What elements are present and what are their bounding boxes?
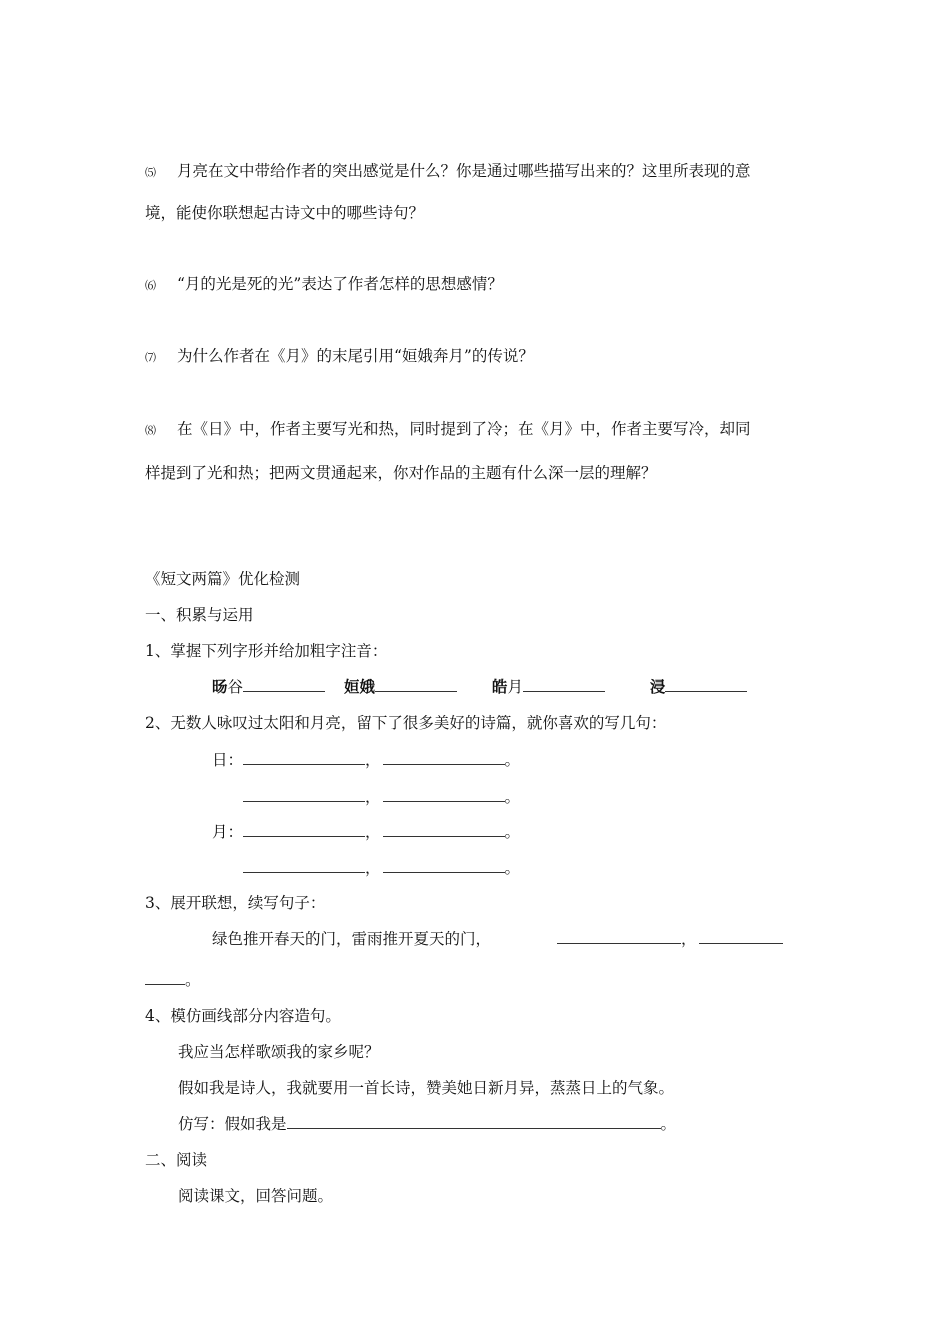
sun-line-2 xyxy=(243,787,520,807)
item-4-imitate xyxy=(178,1114,676,1134)
question-8-line2: 样提到了光和热；把两文贯通起来，你对作品的主题有什么深一层的理解？ xyxy=(145,464,657,482)
question-number: ⑺ xyxy=(145,351,156,364)
bold-char: 浸 xyxy=(649,677,666,696)
sentence-text: 绿色推开春天的门，雷雨推开夏天的门， xyxy=(212,930,492,948)
blank-line[interactable] xyxy=(665,677,747,692)
test-title: 《短文两篇》优化检测 xyxy=(145,570,301,588)
blank-line[interactable] xyxy=(243,750,365,765)
blank-line[interactable] xyxy=(243,822,365,837)
question-text: “月的光是死的光”表达了作者怎样的思想感情？ xyxy=(177,275,503,293)
period: 。 xyxy=(504,751,521,769)
item-3: 3、展开联想，续写句子： xyxy=(145,894,326,912)
blank-line[interactable] xyxy=(383,822,505,837)
blank-line[interactable] xyxy=(557,929,681,944)
period: 。 xyxy=(504,823,521,841)
item-4: 4、模仿画线部分内容造句。 xyxy=(145,1007,341,1025)
item-3-sentence xyxy=(212,929,783,949)
question-number: ⑸ xyxy=(145,166,156,179)
blank-line[interactable] xyxy=(383,858,505,873)
bold-char: 皓 xyxy=(491,677,508,696)
blank-line[interactable] xyxy=(287,1114,661,1129)
question-7 xyxy=(145,346,534,368)
question-6 xyxy=(145,274,503,296)
item-4-question: 我应当怎样歌颂我的家乡呢？ xyxy=(178,1043,380,1061)
moon-label: 月： xyxy=(212,823,244,841)
question-number: ⑻ xyxy=(145,424,156,437)
bold-char: 姮娥 xyxy=(343,677,375,696)
blank-line[interactable] xyxy=(243,787,365,802)
sun-line-1 xyxy=(212,750,520,770)
blank-line[interactable] xyxy=(375,677,457,692)
section-heading-1: 一、积累与运用 xyxy=(145,606,254,624)
section-heading-2: 二、阅读 xyxy=(145,1151,208,1169)
imitate-label: 仿写：假如我是 xyxy=(178,1115,287,1133)
question-5-line2: 境，能使你联想起古诗文中的哪些诗句？ xyxy=(145,204,425,222)
period: 。 xyxy=(660,1115,677,1133)
reading-instruction: 阅读课文，回答问题。 xyxy=(178,1187,334,1205)
moon-line-2 xyxy=(243,858,520,878)
item-1: 1、掌握下列字形并给加粗字注音： xyxy=(145,642,388,660)
period: 。 xyxy=(504,859,521,877)
comma: ， xyxy=(365,751,381,769)
question-text: 月亮在文中带给作者的突出感觉是什么？你是通过哪些描写出来的？这里所表现的意 xyxy=(177,162,751,180)
blank-line[interactable] xyxy=(383,787,505,802)
comma: ， xyxy=(365,823,381,841)
blank-line[interactable] xyxy=(699,929,783,944)
question-text: 为什么作者在《月》的末尾引用“姮娥奔月”的传说？ xyxy=(177,347,534,365)
word-row xyxy=(212,677,747,697)
period: 。 xyxy=(504,788,521,806)
comma: ， xyxy=(365,788,381,806)
question-5-line1 xyxy=(145,161,751,183)
blank-line[interactable] xyxy=(383,750,505,765)
blank-line[interactable] xyxy=(243,858,365,873)
question-number: ⑹ xyxy=(145,279,156,292)
question-8-line1 xyxy=(145,419,751,441)
item-4-example: 假如我是诗人，我就要用一首长诗，赞美她日新月异，蒸蒸日上的气象。 xyxy=(178,1079,675,1097)
sun-label: 日： xyxy=(212,751,244,769)
blank-line[interactable] xyxy=(523,677,605,692)
item-2: 2、无数人咏叹过太阳和月亮，留下了很多美好的诗篇，就你喜欢的写几句： xyxy=(145,714,667,732)
word-rest: 月 xyxy=(507,678,523,696)
item-3-continuation xyxy=(145,970,201,990)
comma: ， xyxy=(365,859,381,877)
moon-line-1 xyxy=(212,822,520,842)
blank-line[interactable] xyxy=(145,970,185,985)
period: 。 xyxy=(185,971,201,989)
word-rest: 谷 xyxy=(227,678,244,696)
bold-char: 旸 xyxy=(212,677,228,696)
blank-line[interactable] xyxy=(243,677,325,692)
question-text: 在《日》中，作者主要写光和热，同时提到了冷；在《月》中，作者主要写冷，却同 xyxy=(177,420,751,438)
comma: ， xyxy=(681,930,697,948)
